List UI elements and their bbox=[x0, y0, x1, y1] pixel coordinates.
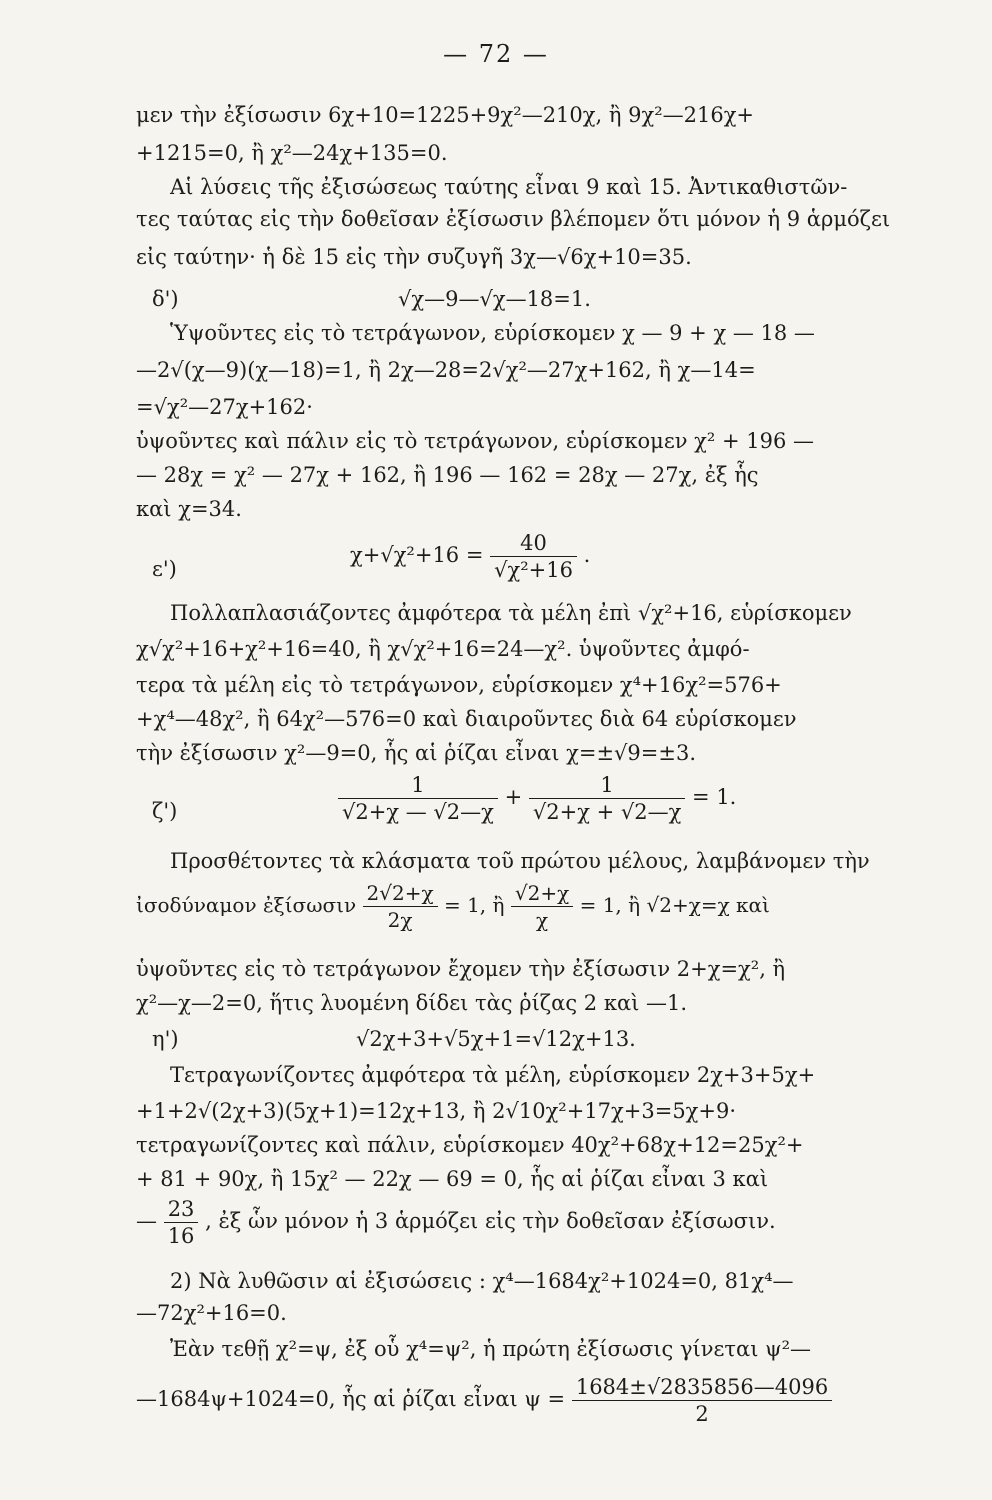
fraction bbox=[572, 1374, 832, 1427]
plus-sign: + bbox=[504, 785, 523, 809]
numerator: 1684±√2835856—4096 bbox=[572, 1374, 832, 1401]
equation-zeta bbox=[338, 772, 736, 825]
text-line: Ἐὰν τεθῇ χ²=ψ, ἐξ οὗ χ⁴=ψ², ἡ πρώτη ἐξίσωσις γίνεται ψ²— bbox=[170, 1337, 812, 1361]
case-label-eta: η') bbox=[152, 1027, 179, 1051]
denominator: 16 bbox=[167, 1224, 195, 1248]
text-line: — 28χ = χ² — 27χ + 162, ἢ 196 — 162 = 28χ — 27χ, ἐξ ἧς bbox=[136, 463, 759, 487]
eq-tail: , ἐξ ὧν μόνον ἡ 3 ἁρμόζει εἰς τὴν δοθεῖσαν ἐξίσωσιν. bbox=[205, 1209, 776, 1233]
text-line: ὑψοῦντες καὶ πάλιν εἰς τὸ τετράγωνον, εὑρίσκομεν χ² + 196 — bbox=[136, 429, 814, 453]
text-line: εἰς ταύτην· ἡ δὲ 15 εἰς τὴν συζυγῆ 3χ—√6χ+10=35. bbox=[136, 245, 692, 269]
fraction bbox=[511, 880, 573, 933]
case-label-epsilon: ε') bbox=[152, 557, 177, 581]
text-line: ὑψοῦντες εἰς τὸ τετράγωνον ἔχομεν τὴν ἐξίσωσιν 2+χ=χ², ἢ bbox=[136, 957, 786, 981]
case-label-zeta: ζ') bbox=[152, 799, 178, 823]
text-line: Τετραγωνίζοντες ἀμφότερα τὰ μέλη, εὑρίσκομεν 2χ+3+5χ+ bbox=[170, 1063, 816, 1087]
numerator: 2√2+χ bbox=[363, 880, 438, 907]
equation-isodynamon bbox=[136, 880, 770, 933]
page-number: — 72 — bbox=[443, 40, 549, 68]
eq-mid: = 1, ἢ bbox=[443, 893, 505, 917]
equation-psi bbox=[136, 1374, 832, 1427]
fraction bbox=[490, 530, 577, 583]
equation-epsilon bbox=[350, 530, 590, 583]
text-line: Προσθέτοντες τὰ κλάσματα τοῦ πρώτου μέλους, λαμβάνομεν τὴν bbox=[170, 849, 870, 873]
text-line: +1215=0, ἢ χ²—24χ+135=0. bbox=[136, 141, 448, 165]
eq-lhs: χ+√χ²+16 = bbox=[350, 543, 484, 567]
text-line: χ√χ²+16+χ²+16=40, ἢ χ√χ²+16=24—χ². ὑψοῦντες ἀμφό- bbox=[136, 637, 750, 661]
eq-tail: = 1, ἢ √2+χ=χ καὶ bbox=[579, 893, 770, 917]
equation-delta: √χ—9—√χ—18=1. bbox=[398, 287, 591, 311]
numerator: 1 bbox=[529, 772, 685, 799]
denominator: 2 bbox=[695, 1402, 709, 1426]
equation-root-fraction bbox=[136, 1196, 776, 1249]
text-line: 2) Νὰ λυθῶσιν αἱ ἐξισώσεις : χ⁴—1684χ²+1024=0, 81χ⁴— bbox=[170, 1269, 794, 1293]
numerator: √2+χ bbox=[511, 880, 573, 907]
eq-lead: ἰσοδύναμον ἐξίσωσιν bbox=[136, 893, 357, 917]
fraction bbox=[164, 1196, 199, 1249]
text-line: καὶ χ=34. bbox=[136, 497, 242, 521]
text-line: Ὑψοῦντες εἰς τὸ τετράγωνον, εὑρίσκομεν χ — 9 + χ — 18 — bbox=[170, 321, 815, 345]
text-line: +1+2√(2χ+3)(5χ+1)=12χ+13, ἢ 2√10χ²+17χ+3=5χ+9· bbox=[136, 1099, 737, 1123]
text-line: τετραγωνίζοντες καὶ πάλιν, εὑρίσκομεν 40χ²+68χ+12=25χ²+ bbox=[136, 1133, 804, 1157]
text-line: —2√(χ—9)(χ—18)=1, ἢ 2χ—28=2√χ²—27χ+162, ἢ χ—14= bbox=[136, 358, 756, 382]
fraction bbox=[338, 772, 498, 825]
denominator: √2+χ + √2—χ bbox=[532, 800, 682, 824]
text-line: χ²—χ—2=0, ἥτις λυομένη δίδει τὰς ῥίζας 2 καὶ —1. bbox=[136, 991, 688, 1015]
text-line: τερα τὰ μέλη εἰς τὸ τετράγωνον, εὑρίσκομεν χ⁴+16χ²=576+ bbox=[136, 673, 782, 697]
text-line: Αἱ λύσεις τῆς ἐξισώσεως ταύτης εἶναι 9 καὶ 15. Ἀντικαθιστῶν- bbox=[170, 175, 848, 199]
fraction bbox=[529, 772, 685, 825]
text-line: +χ⁴—48χ², ἢ 64χ²—576=0 καὶ διαιροῦντες διὰ 64 εὑρίσκομεν bbox=[136, 707, 797, 731]
text-line: μεν τὴν ἐξίσωσιν 6χ+10=1225+9χ²—210χ, ἢ 9χ²—216χ+ bbox=[136, 103, 755, 127]
fraction bbox=[363, 880, 438, 933]
text-line: =√χ²—27χ+162· bbox=[136, 395, 313, 419]
denominator: χ bbox=[535, 908, 549, 932]
eq-prefix: — bbox=[136, 1209, 157, 1233]
text-line: τες ταύτας εἰς τὴν δοθεῖσαν ἐξίσωσιν βλέπομεν ὅτι μόνον ἡ 9 ἁρμόζει bbox=[136, 207, 891, 231]
numerator: 1 bbox=[338, 772, 498, 799]
denominator: √2+χ — √2—χ bbox=[342, 800, 494, 824]
eq-lead: —1684ψ+1024=0, ἧς αἱ ῥίζαι εἶναι ψ = bbox=[136, 1387, 566, 1411]
text-line: + 81 + 90χ, ἢ 15χ² — 22χ — 69 = 0, ἧς αἱ ῥίζαι εἶναι 3 καὶ bbox=[136, 1167, 769, 1191]
equation-eta: √2χ+3+√5χ+1=√12χ+13. bbox=[356, 1027, 636, 1051]
eq-tail: = 1. bbox=[692, 785, 737, 809]
case-label-delta: δ') bbox=[152, 287, 179, 311]
denominator: 2χ bbox=[387, 908, 413, 932]
text-line: τὴν ἐξίσωσιν χ²—9=0, ἧς αἱ ῥίζαι εἶναι χ=±√9=±3. bbox=[136, 741, 697, 765]
text-line: Πολλαπλασιάζοντες ἀμφότερα τὰ μέλη ἐπὶ √χ²+16, εὑρίσκομεν bbox=[170, 601, 852, 625]
numerator: 40 bbox=[490, 530, 577, 557]
text-line: —72χ²+16=0. bbox=[136, 1301, 287, 1325]
numerator: 23 bbox=[164, 1196, 199, 1223]
eq-tail: . bbox=[583, 543, 591, 567]
denominator: √χ²+16 bbox=[494, 558, 573, 582]
